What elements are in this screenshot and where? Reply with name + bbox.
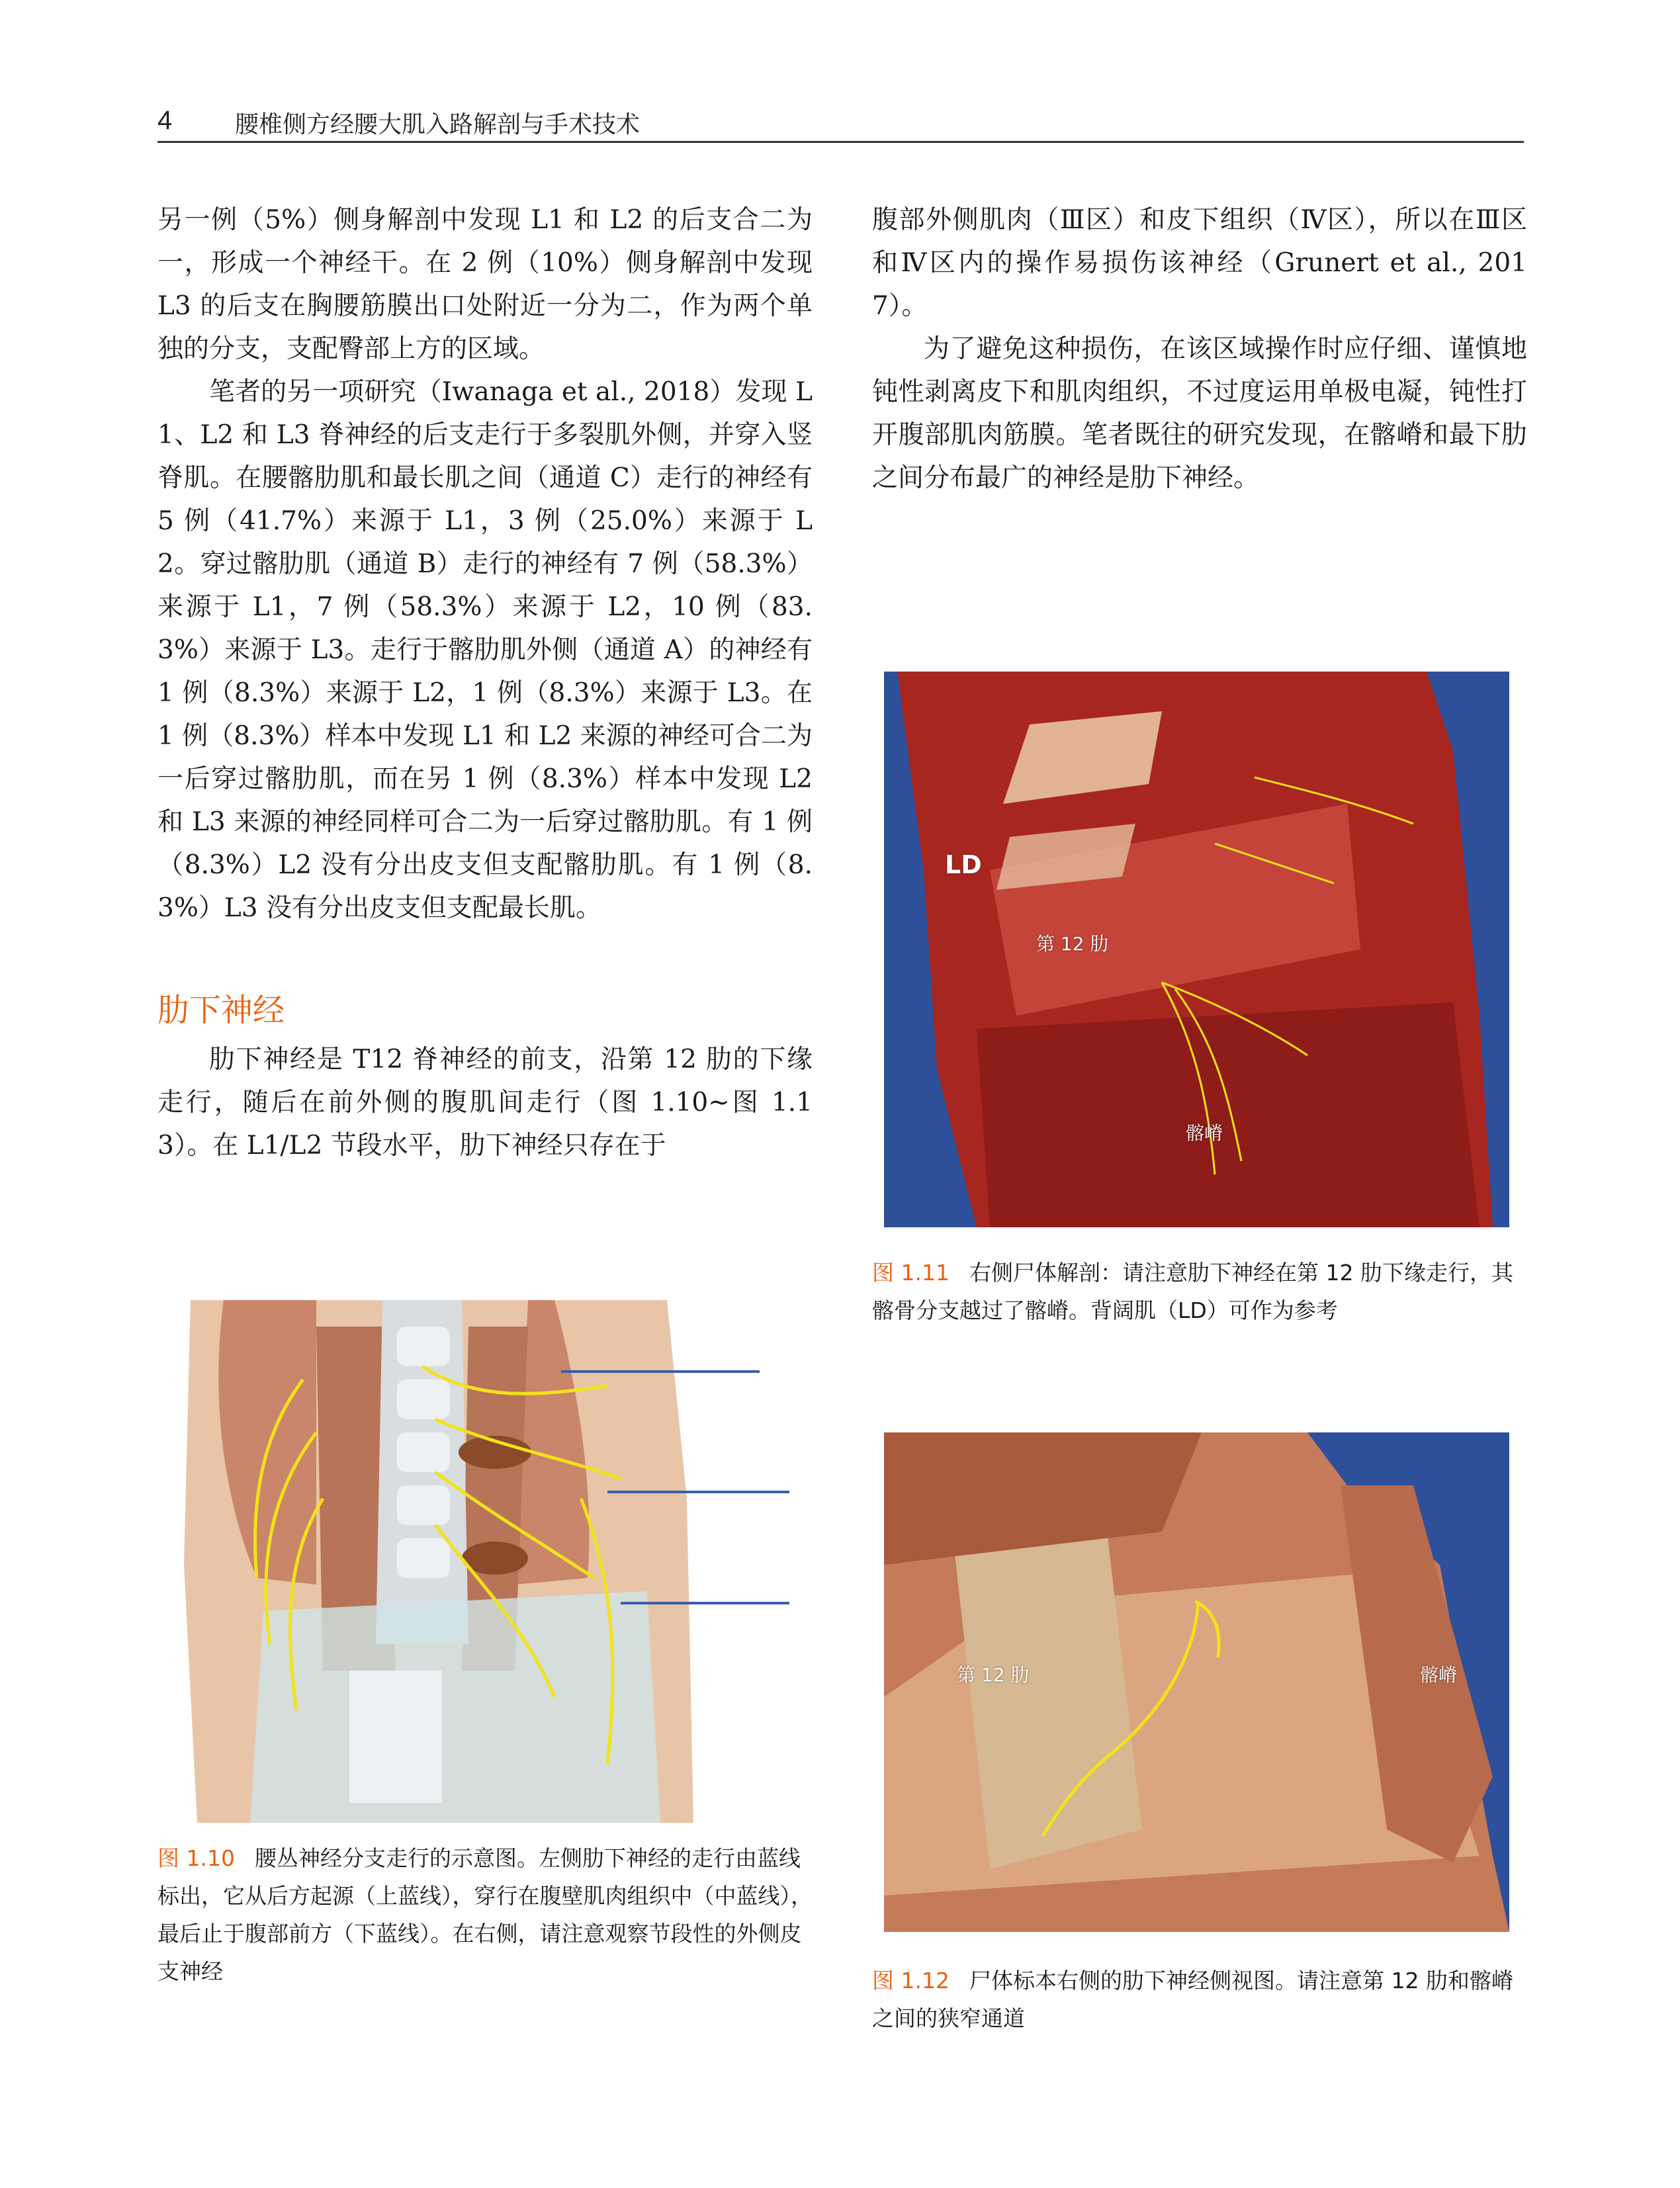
header-rule — [157, 141, 1524, 143]
left-column — [157, 198, 813, 1167]
label-ld: LD — [945, 850, 982, 879]
figure-1-10-illustration — [184, 1300, 806, 1823]
figure-1-11-photo — [884, 672, 1509, 1227]
label-12th-rib: 第 12 肋 — [1036, 933, 1109, 955]
left-paragraph-2: 笔者的另一项研究（Iwanaga et al., 2018）发现 L1、L2 和 L3 脊神经的后支走行于多裂肌外侧，并穿入竖脊肌。在腰髂肋肌和最长肌之间（通道 C）走行的神经有 5 例（41.7%）来源于 L1，3 例（25.0%）来源于 L2。穿过髂肋肌（通道 B）走行的神经有 7 例（58.3%）来源于 L1，7 例（58.3%）来源于 L2，10 例（83.3%）来源于 L3。走行于髂肋肌外侧（通道 A）的神经有 1 例（8.3%）来源于 L2，1 例（8.3%）来源于 L3。在 1 例（8.3%）样本中发现 L1 和 L2 来源的神经可合二为一后穿过髂肋肌，而在另 1 例（8.3%）样本中发现 L2 和 L3 来源的神经同样可合二为一后穿过髂肋肌。有 1 例（8.3%）L2 没有分出皮支但支配髂肋肌。有 1 例（8.3%）L3 没有分出皮支但支配最长肌。 — [157, 377, 813, 923]
section-heading: 肋下神经 — [157, 992, 285, 1029]
vertebra — [397, 1485, 450, 1525]
figure-1-10-number: 图 1.10 — [157, 1845, 235, 1871]
figure-1-12-number: 图 1.12 — [872, 1968, 950, 1993]
label-iliac-crest: 髂嵴 — [1186, 1122, 1223, 1144]
right-paragraph-1: 腹部外侧肌肉（Ⅲ区）和皮下组织（Ⅳ区），所以在Ⅲ区和Ⅳ区内的操作易损伤该神经（Grunert et al., 2017）。 — [872, 205, 1527, 321]
vertebra — [397, 1432, 450, 1472]
right-column — [872, 198, 1527, 500]
vertebra — [397, 1538, 450, 1578]
figure-1-11-caption — [872, 1254, 1527, 1329]
figure-1-12-caption — [872, 1962, 1527, 2037]
left-paragraph-3: 肋下神经是 T12 脊神经的前支，沿第 12 肋的下缘走行，随后在前外侧的腹肌间走行（图 1.10~图 1.13）。在 L1/L2 节段水平，肋下神经只存在于 — [157, 1045, 813, 1160]
right-paragraph-2: 为了避免这种损伤，在该区域操作时应仔细、谨慎地钝性剥离皮下和肌肉组织，不过度运用单极电凝，钝性打开腹部肌肉筋膜。笔者既往的研究发现，在髂嵴和最下肋之间分布最广的神经是肋下神经。 — [872, 334, 1527, 493]
label-iliac-crest: 髂嵴 — [1420, 1664, 1458, 1686]
figure-1-10-drawing — [184, 1300, 806, 1823]
figure-1-12-caption-text: 尸体标本右侧的肋下神经侧视图。请注意第 12 肋和髂嵴之间的狭窄通道 — [872, 1968, 1513, 2031]
vertebra — [397, 1327, 450, 1366]
label-12th-rib: 第 12 肋 — [957, 1664, 1030, 1686]
left-paragraph-1: 另一例（5%）侧身解剖中发现 L1 和 L2 的后支合二为一，形成一个神经干。在 2 例（10%）侧身解剖中发现 L3 的后支在胸腰筋膜出口处附近一分为二，作为两个单独的分支，支配臀部上方的区域。 — [157, 205, 813, 364]
figure-1-12-photo — [884, 1432, 1509, 1932]
vertebra — [397, 1379, 450, 1419]
page-number: 4 — [157, 106, 173, 135]
figure-1-11-caption-text: 右侧尸体解剖：请注意肋下神经在第 12 肋下缘走行，其髂骨分支越过了髂嵴。背阔肌（LD）可作为参考 — [872, 1260, 1513, 1323]
figure-1-11-number: 图 1.11 — [872, 1260, 950, 1286]
running-title: 腰椎侧方经腰大肌入路解剖与手术技术 — [235, 111, 641, 138]
figure-1-10-caption — [157, 1839, 813, 1990]
figure-1-10-caption-text: 腰丛神经分支走行的示意图。左侧肋下神经的走行由蓝线标出，它从后方起源（上蓝线），穿行在腹壁肌肉组织中（中蓝线），最后止于腹部前方（下蓝线）。在右侧，请注意观察节段性的外侧皮支神经 — [157, 1845, 813, 1984]
